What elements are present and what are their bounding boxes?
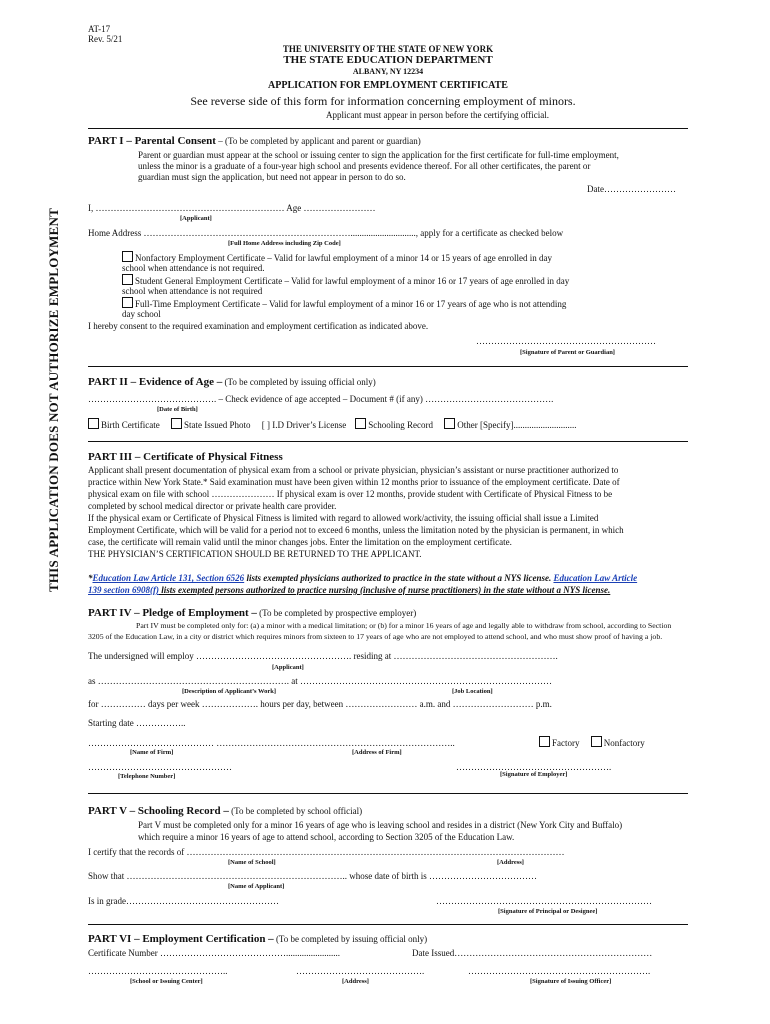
part3-line1: Applicant shall present documentation of physical exam from a school or private physician, physician’s assistant or nurse practitioner authorized to [88, 465, 619, 475]
option-student-general-cont: school when attendance is not required [122, 286, 263, 296]
part5-note2: which require a minor 16 years of age to attend school, according to Section 3205 of the Education Law. [138, 832, 515, 842]
part4-divider [88, 793, 688, 794]
part3-line6: Employment Certificate, which will be valid for a period not to exceed 6 months, unless the limitation noted by the physician is permanent, in which [88, 525, 624, 535]
work-description-label: [Description of Applicant’s Work] [182, 688, 277, 695]
applicant-name-label: [Name of Applicant] [228, 883, 285, 890]
other-checkbox[interactable] [444, 418, 455, 429]
parent-signature-field[interactable]: …………………………………………………… [476, 336, 656, 346]
certificate-number-field[interactable]: Certificate Number ……………………………………........................ [88, 948, 340, 958]
part3-line2: practice within New York State.* Said examination must have been given within 12 months prior to issuance of the employment certificate. Date of [88, 477, 620, 487]
form-id: AT-17 [88, 24, 111, 34]
org-department: THE STATE EDUCATION DEPARTMENT [283, 54, 493, 66]
birth-certificate-checkbox[interactable] [88, 418, 99, 429]
state-photo-checkbox[interactable] [171, 418, 182, 429]
date-field[interactable]: Date…………………… [587, 184, 676, 194]
parent-signature-label: [Signature of Parent or Guardian] [520, 349, 615, 356]
option-nonfactory-cont: school when attendance is not required. [122, 263, 265, 273]
education-law-6526-link[interactable]: Education Law Article 131, Section 6526 [92, 573, 245, 583]
issuing-officer-label: [Signature of Issuing Officer] [530, 978, 612, 985]
issuing-address-label: [Address] [342, 978, 369, 985]
date-issued-field[interactable]: Date Issued………………………………………………………… [412, 948, 653, 958]
grade-field[interactable]: Is in grade…………………………………………… [88, 896, 279, 906]
part4-applicant-label: [Applicant] [272, 664, 304, 671]
student-general-checkbox[interactable] [122, 274, 133, 285]
part1-divider [88, 366, 688, 367]
option-nonfactory: Nonfactory Employment Certificate – Valid for lawful employment of a minor 14 or 15 years of age enrolled in day [122, 251, 552, 263]
part4-note1: Part IV must be completed only for: (a) a minor with a medical limitation; or (b) for a minor 16 years of age and legally able to withdraw from school, according to Section [136, 621, 672, 630]
org-university: THE UNIVERSITY OF THE STATE OF NEW YORK [282, 44, 494, 54]
form-title: APPLICATION FOR EMPLOYMENT CERTIFICATE [268, 80, 508, 91]
part6-heading: PART VI – Employment Certification – (To be completed by issuing official only) [88, 933, 428, 945]
option-full-time-cont: day school [122, 309, 161, 319]
part1-intro-line2: unless the minor is a graduate of a four-year high school and presents evidence thereof. For all other certificates, the parent or [138, 161, 591, 171]
education-law-139-link[interactable]: Education Law Article [553, 573, 638, 583]
section-6908-link[interactable]: 139 section 6908(f) [88, 585, 159, 595]
drivers-license-option[interactable]: [ ] I.D Driver’s License [261, 420, 347, 430]
dob-document-field[interactable]: ……………………………………. – Check evidence of age accepted – Document # (if any) ……………………………………. [88, 394, 554, 404]
reverse-side-note: See reverse side of this form for information concerning employment of minors. [190, 94, 576, 108]
issuing-address-field[interactable]: ……………………………………. [296, 966, 425, 976]
part3-line3: physical exam on file with school ………………… If physical exam is over 12 months, provide student with Certificate of Physical Fitness to be [88, 489, 613, 499]
telephone-label: [Telephone Number] [118, 773, 176, 780]
schooling-record-checkbox[interactable] [355, 418, 366, 429]
work-location-field[interactable]: as ………………………………………………………. at ………………………………………………………………………… [88, 676, 552, 686]
part3-line5: If the physical exam or Certificate of Physical Fitness is limited with regard to allowed work/activity, the issuing official shall issue a Limited [88, 513, 599, 523]
telephone-field[interactable]: ………………………………………… [88, 762, 232, 772]
part5-heading: PART V – Schooling Record – (To be completed by school official) [88, 805, 363, 817]
dob-label: [Date of Birth] [157, 406, 198, 413]
school-name-label: [Name of School] [228, 859, 276, 866]
employer-signature-field[interactable]: ……………………………………………. [456, 762, 612, 772]
part3-heading: PART III – Certificate of Physical Fitness [88, 451, 283, 463]
applicant-label: [Applicant] [180, 215, 212, 222]
part3-line7: case, the certificate will remain valid until the minor changes jobs. Enter the limitation on the employment certificate. [88, 537, 512, 547]
issuing-center-label: [School or Issuing Center] [130, 978, 203, 985]
school-records-field[interactable]: I certify that the records of ……………………………………………………………………………………………………………… [88, 847, 565, 857]
side-warning-text: THIS APPLICATION DOES NOT AUTHORIZE EMPLOYMENT [46, 208, 61, 592]
issuing-center-field[interactable]: ……………………………………….. [88, 966, 228, 976]
part2-heading: PART II – Evidence of Age – (To be completed by issuing official only) [88, 376, 376, 388]
appear-in-person-note: Applicant must appear in person before the certifying official. [326, 110, 550, 120]
nonfactory-type-checkbox[interactable] [591, 736, 602, 747]
employer-signature-label: [Signature of Employer] [500, 771, 568, 778]
part1-intro-line1: Parent or guardian must appear at the school or issuing center to sign the application for the first certificate for full-time employment, [138, 150, 619, 160]
part2-divider [88, 441, 688, 442]
footnote-line2: 139 section 6908(f) lists exempted persons authorized to practice nursing (inclusive of nurse practitioners) in the state without a NYS license. [88, 585, 611, 595]
nonfactory-checkbox[interactable] [122, 251, 133, 262]
org-address: ALBANY, NY 12234 [352, 67, 424, 76]
schedule-field[interactable]: for …………… days per week ………………. hours per day, between …………………… a.m. and ……………………… p.m. [88, 699, 552, 709]
option-full-time: Full-Time Employment Certificate – Valid for lawful employment of a minor 16 or 17 years of age who is not attending [122, 297, 566, 309]
starting-date-field[interactable]: Starting date …………….. [88, 718, 186, 728]
school-address-label: [Address] [497, 859, 524, 866]
part4-heading: PART IV – Pledge of Employment – (To be completed by prospective employer) [88, 607, 417, 619]
firm-address-label: [Address of Firm] [352, 749, 402, 756]
part5-note1: Part V must be completed only for a minor 16 years of age who is leaving school and resides in a district (New York City and Buffalo) [138, 820, 623, 830]
principal-signature-label: [Signature of Principal or Designee] [498, 908, 598, 915]
part1-heading: PART I – Parental Consent – (To be completed by applicant and parent or guardian) [88, 135, 421, 147]
firm-name-address-field[interactable]: …………………………………… …………………………………………………………………….. [88, 738, 455, 748]
consent-statement: I hereby consent to the required examination and employment certification as indicated above. [88, 321, 429, 331]
job-location-label: [Job Location] [452, 688, 493, 695]
part3-line8: THE PHYSICIAN’S CERTIFICATION SHOULD BE RETURNED TO THE APPLICANT. [88, 549, 422, 559]
principal-signature-field[interactable]: ……………………………………………………………… [436, 896, 652, 906]
applicant-name-age-field[interactable]: I, ……………………………………………………… Age …………………… [88, 203, 376, 213]
footnote-line1: *Education Law Article 131, Section 6526 lists exempted physicians authorized to practice in the state without a NYS license. Education Law Article [88, 573, 638, 583]
home-address-label: [Full Home Address including Zip Code] [228, 240, 341, 247]
home-address-field[interactable]: Home Address ……………………………………………………………............................., apply for a certificate as checked below [88, 228, 564, 238]
header-divider [88, 128, 688, 129]
part4-note2: 3205 of the Education Law, in a city or district which requires minors from sixteen to 17 years of age who are not employed to attend school, and who must show proof of having a job. [88, 632, 663, 641]
part5-divider [88, 924, 688, 925]
factory-option: Factory Nonfactory [539, 736, 645, 748]
firm-name-label: [Name of Firm] [130, 749, 174, 756]
factory-checkbox[interactable] [539, 736, 550, 747]
issuing-officer-signature-field[interactable]: ……………………………………………………. [468, 966, 651, 976]
option-student-general: Student General Employment Certificate – Valid for lawful employment of a minor 16 or 17 years of age enrolled in day [122, 274, 569, 286]
evidence-options: Birth Certificate State Issued Photo [ ] I.D Driver’s License Schooling Record Other [Specify]............................ [88, 418, 577, 430]
full-time-checkbox[interactable] [122, 297, 133, 308]
part1-intro-line3: guardian must sign the application, but need not appear in person to do so. [138, 172, 406, 182]
applicant-dob-field[interactable]: Show that ……………………………………………………………….. whose date of birth is ……………………………… [88, 871, 537, 881]
part3-line4: completed by school medical director or private health care provider. [88, 501, 337, 511]
form-revision: Rev. 5/21 [88, 34, 123, 44]
employ-applicant-field[interactable]: The undersigned will employ ……………………………………………. residing at ………………………………………………. [88, 651, 558, 661]
